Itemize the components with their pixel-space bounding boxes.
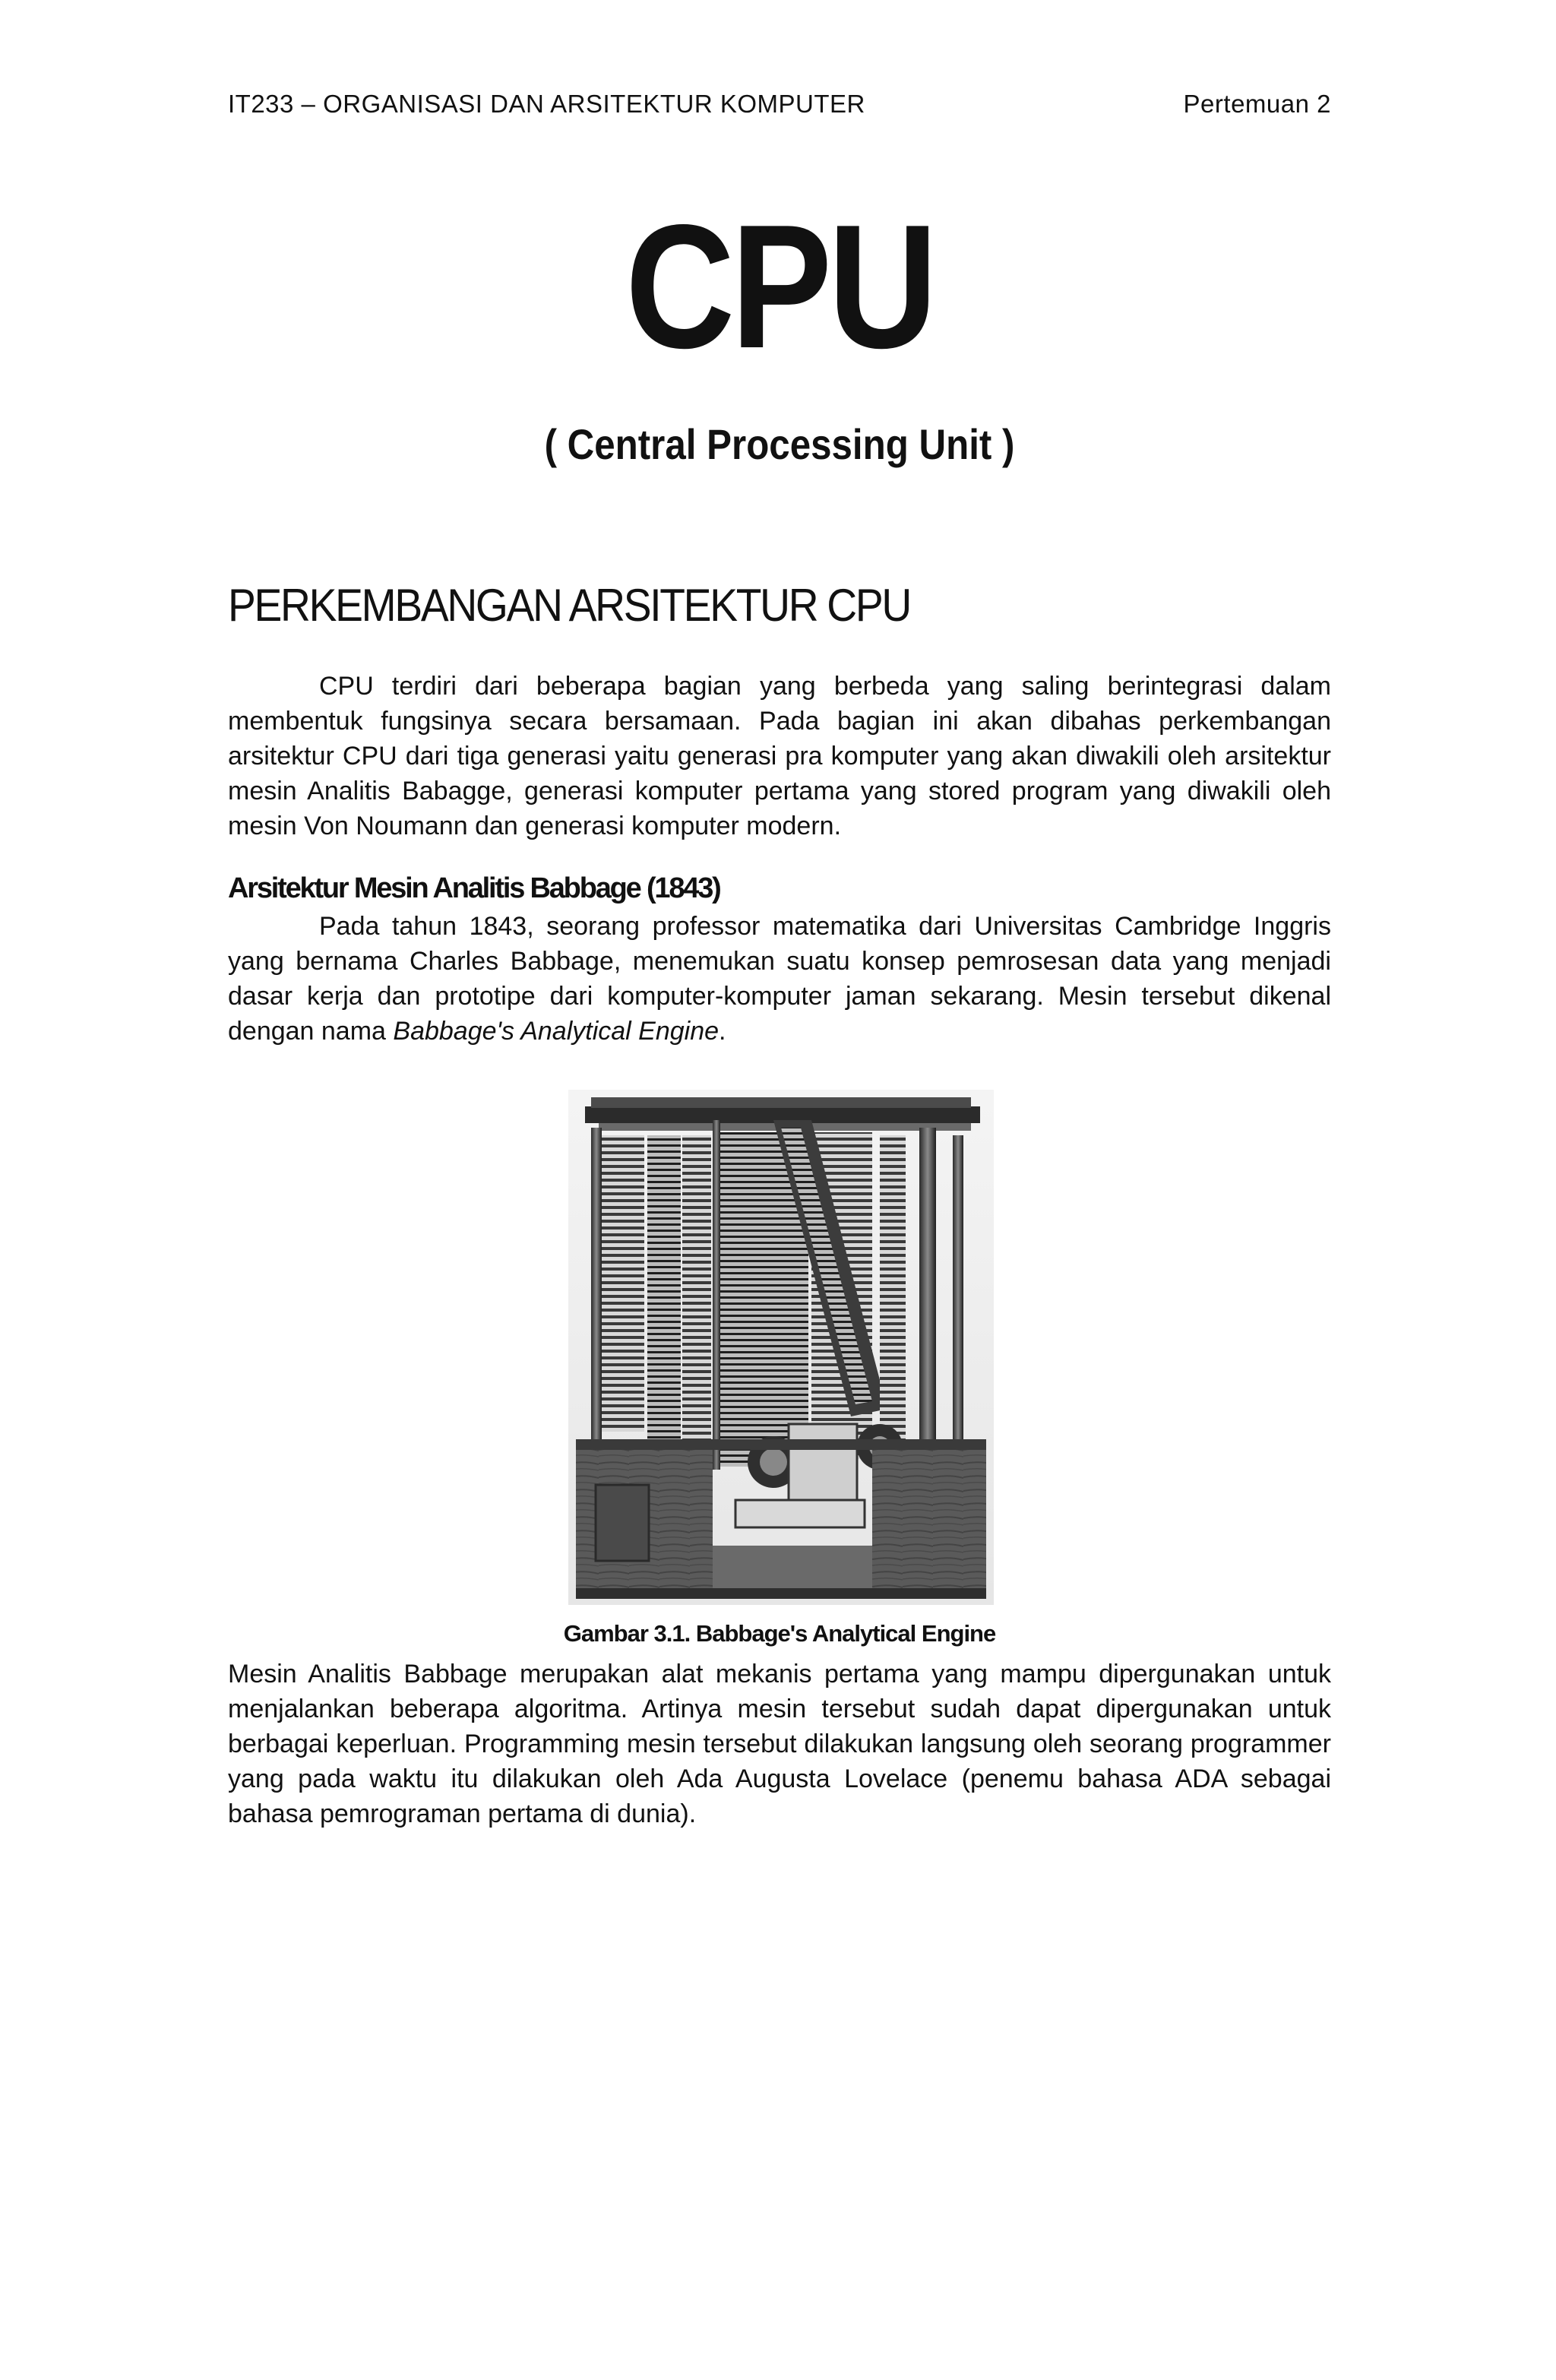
babbage-paragraph-text: Pada tahun 1843, seorang professor matematika dari Universitas Cambridge Inggris yang bernama Charles Babbage, menemukan suatu konsep pemrosesan data yang menjadi dasar kerja dan prototipe dari komputer-komputer jaman sekarang. Mesin tersebut dikenal dengan nama [228,912,1331,1046]
course-title: IT233 – ORGANISASI DAN ARSITEKTUR KOMPUTER [228,90,865,118]
title-block [228,188,1331,469]
session-label: Pertemuan 2 [1183,90,1331,118]
analytical-engine-illustration [568,1090,994,1605]
figure-caption: Gambar 3.1. Babbage's Analytical Engine [563,1620,996,1647]
babbage-paragraph [228,909,1331,1049]
running-header [228,90,1331,119]
intro-paragraph: CPU terdiri dari beberapa bagian yang berbeda yang saling berintegrasi dalam membentuk fungsinya secara bersamaan. Pada bagian ini akan dibahas perkembangan arsitektur CPU dari tiga generasi yaitu generasi pra komputer yang akan diwakili oleh arsitektur mesin Analitis Babagge, generasi komputer pertama yang stored program yang diwakili oleh mesin Von Noumann dan generasi komputer modern. [228,672,1331,840]
section-heading: PERKEMBANGAN ARSITEKTUR CPU [228,580,910,631]
document-page [228,0,1331,2380]
babbage-paragraph-end: . [719,1017,726,1046]
page-title: CPU [625,188,934,385]
page-subtitle: ( Central Processing Unit ) [544,420,1015,468]
subsection-heading: Arsitektur Mesin Analitis Babbage (1843) [228,872,720,904]
analytical-engine-figure [568,1090,994,1605]
closing-paragraph: Mesin Analitis Babbage merupakan alat mekanis pertama yang mampu dipergunakan untuk menjalankan beberapa algoritma. Artinya mesin tersebut sudah dapat dipergunakan untuk berbagai keperluan. Programming mesin tersebut dilakukan langsung oleh seorang programmer yang pada waktu itu dilakukan oleh Ada Augusta Lovelace (penemu bahasa ADA sebagai bahasa pemrograman pertama di dunia). [228,1660,1331,1828]
engine-name: Babbage's Analytical Engine [393,1017,719,1046]
